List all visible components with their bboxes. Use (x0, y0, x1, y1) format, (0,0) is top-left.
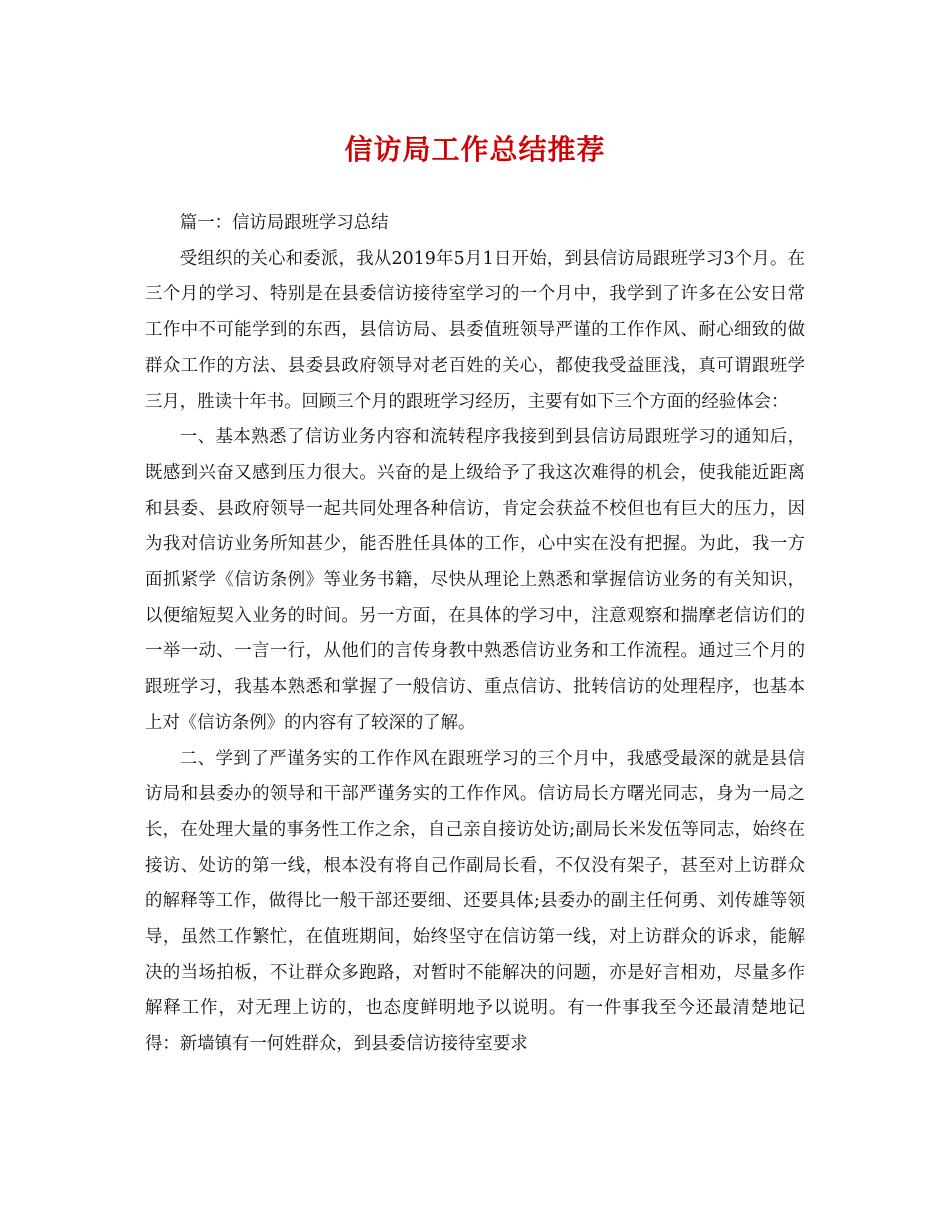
document-title: 信访局工作总结推荐 (344, 133, 606, 166)
paragraph-point-two: 二、学到了严谨务实的工作作风在跟班学习的三个月中，我感受最深的就是县信访局和县委办的领导和干部严谨务实的工作作风。信访局长方曙光同志，身为一局之长，在处理大量的事务性工作之余，自己亲自接访处访;副局长米发伍等同志，始终在接访、处访的第一线，根本没有将自己作副局长看，不仅没有架子，甚至对上访群众的解释等工作，做得比一般干部还要细、还要具体;县委办的副主任何勇、刘传雄等领导，虽然工作繁忙，在值班期间，始终坚守在信访第一线，对上访群众的诉求，能解决的当场拍板，不让群众多跑路，对暂时不能解决的问题，亦是好言相劝，尽量多作解释工作，对无理上访的，也态度鲜明地予以说明。有一件事我至今还最清楚地记得：新墙镇有一何姓群众，到县委信访接待室要求 (145, 748, 805, 1055)
document-body (145, 206, 805, 1063)
section-heading: 篇一：信访局跟班学习总结 (179, 213, 389, 233)
paragraph-intro: 受组织的关心和委派，我从2019年5月1日开始，到县信访局跟班学习3个月。在三个月的学习、特别是在县委信访接待室学习的一个月中，我学到了许多在公安日常工作中不可能学到的东西，县信访局、县委值班领导严谨的工作作风、耐心细致的做群众工作的方法、县委县政府领导对老百姓的关心，都使我受益匪浅，真可谓跟班学三月，胜读十年书。回顾三个月的跟班学习经历，主要有如下三个方面的经验体会： (145, 248, 805, 412)
paragraph-point-one: 一、基本熟悉了信访业务内容和流转程序我接到到县信访局跟班学习的通知后，既感到兴奋又感到压力很大。兴奋的是上级给予了我这次难得的机会，使我能近距离和县委、县政府领导一起共同处理各种信访，肯定会获益不校但也有巨大的压力，因为我对信访业务所知甚少，能否胜任具体的工作，心中实在没有把握。为此，我一方面抓紧学《信访条例》等业务书籍，尽快从理论上熟悉和掌握信访业务的有关知识，以便缩短契入业务的时间。另一方面，在具体的学习中，注意观察和揣摩老信访们的一举一动、一言一行，从他们的言传身教中熟悉信访业务和工作流程。通过三个月的跟班学习，我基本熟悉和掌握了一般信访、重点信访、批转信访的处理程序，也基本上对《信访条例》的内容有了较深的了解。 (145, 427, 805, 733)
